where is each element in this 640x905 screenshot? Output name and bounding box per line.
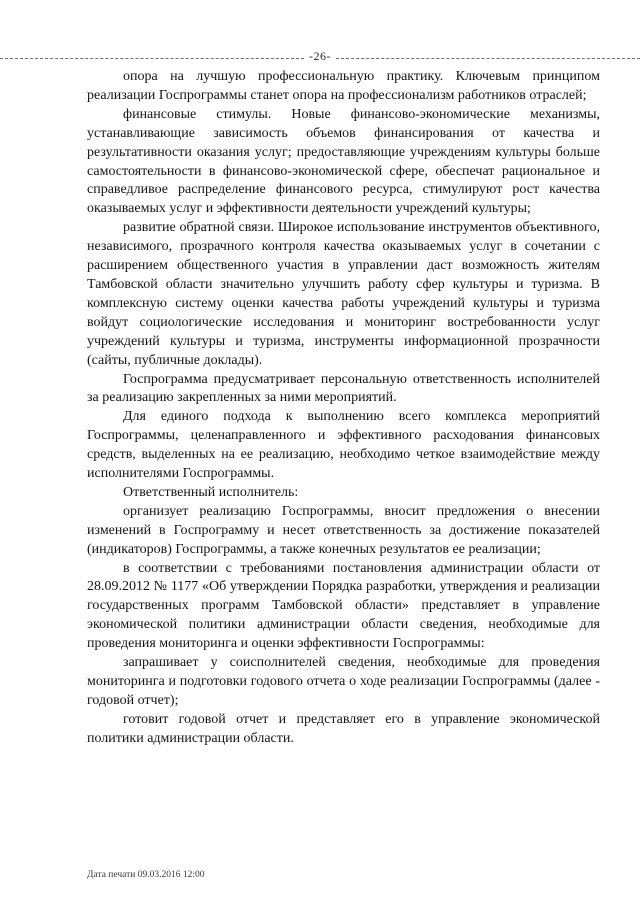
paragraph: Ответственный исполнитель: — [123, 484, 299, 500]
document-body — [87, 68, 600, 749]
print-date-footer: Дата печати 09.03.2016 12:00 — [87, 870, 205, 880]
paragraph: финансовые стимулы. Новые финансово-экономические механизмы, устанавливающие зависимость объемов финансирования от качества и результативности оказания услуг; предоставляющие учреждениям культуры больше самостоятельности в финансово-экономической сфере, обеспечат рациональное и справедливое распределение финансового ресурса, стимулируют рост качества оказываемых услуг и эффективности деятельности учреждений культуры; — [87, 106, 600, 217]
paragraph: развитие обратной связи. Широкое использование инструментов объективного, независимого, прозрачного контроля качества оказываемых услуг в сочетании с расширением общественного участия в управлении даст возможность жителям Тамбовской области значительно улучшить работу сфер культуры и туризма. В комплексную систему оценки качества работы учреждений культуры и туризма войдут социологические исследования и мониторинг востребованности услуг учреждений культуры и туризма, инструменты информационной прозрачности (сайты, публичные доклады). — [87, 220, 600, 368]
paragraph: опора на лучшую профессиональную практику. Ключевым принципом реализации Госпрограммы станет опора на профессионализм работников отраслей; — [87, 69, 600, 103]
paragraph: Госпрограмма предусматривает персональную ответственность исполнителей за реализацию закрепленных за ними мероприятий. — [87, 371, 600, 406]
paragraph: запрашивает у соисполнителей сведения, необходимые для проведения мониторинга и подготовки годового отчета о ходе реализации Госпрограммы (далее - годовой отчет); — [87, 655, 600, 708]
page-number — [0, 49, 640, 64]
page-number-text: -26- — [306, 49, 334, 63]
paragraph: готовит годовой отчет и представляет его в управление экономической политики администрации области. — [87, 711, 600, 746]
paragraph: в соответствии с требованиями постановления администрации области от 28.09.2012 № 1177 «Об утверждении Порядка разработки, утверждения и реализации государственных программ Тамбовской области» представляет в управление экономической политики администрации области сведения, необходимые для проведения мониторинга и оценки эффективности Госпрограммы: — [87, 560, 600, 652]
paragraph: организует реализацию Госпрограммы, вносит предложения о внесении изменений в Госпрограмму и несет ответственность за достижение показателей (индикаторов) Госпрограммы, а также конечных результатов ее реализации; — [87, 503, 600, 557]
paragraph: Для единого подхода к выполнению всего комплекса мероприятий Госпрограммы, целенаправленного и эффективного расходования финансовых средств, выделенных на ее реализацию, необходимо четкое взаимодействие между исполнителями Госпрограммы. — [87, 409, 600, 482]
